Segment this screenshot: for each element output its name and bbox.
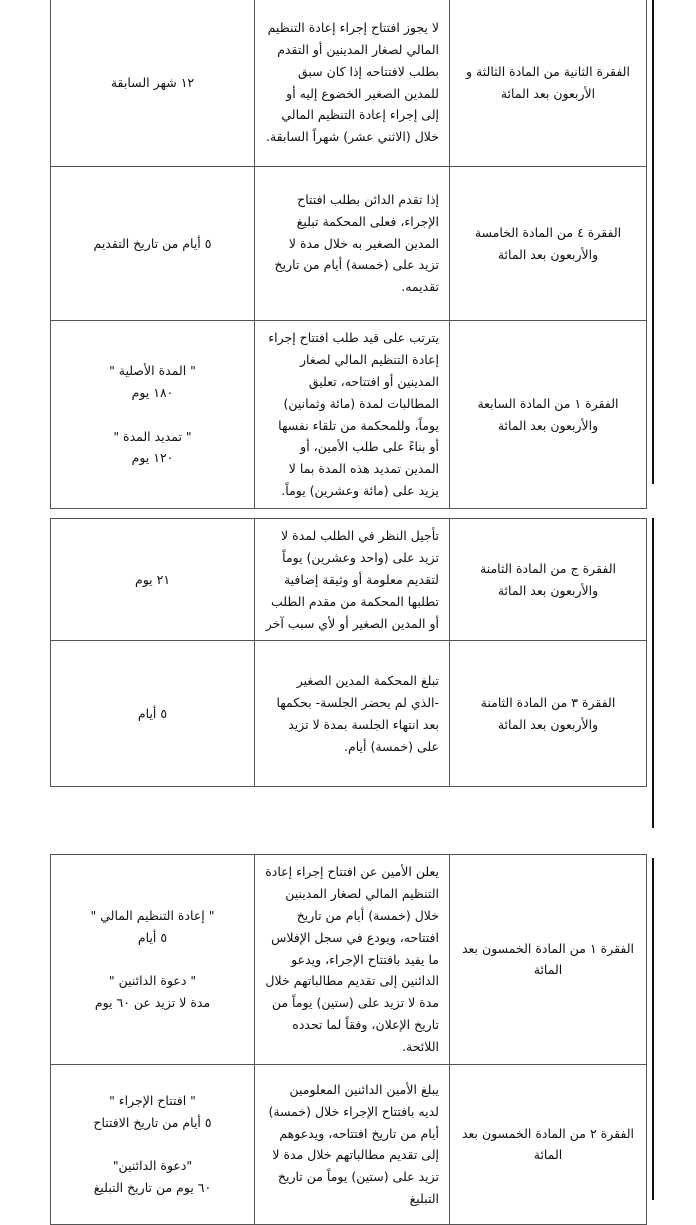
deadlines-table-1: [50, 0, 647, 509]
duration-line: ١٢ شهر السابقة: [110, 74, 195, 90]
article-reference: الفقرة ١ من المادة الخمسون بعد المائة: [450, 855, 647, 1065]
duration-line: ٥ أيام من تاريخ التقديم: [93, 235, 212, 251]
deadlines-table-2: [50, 518, 647, 787]
duration-label: " إعادة التنظيم المالي ": [90, 907, 215, 923]
page-edge-line-3: [652, 858, 654, 1200]
table-row: [51, 0, 647, 167]
page-edge-line-2: [652, 518, 654, 828]
duration-line: ٢١ يوم: [134, 571, 171, 587]
duration-label: "دعوة الدائنين": [112, 1158, 193, 1174]
spacer: [61, 1133, 244, 1155]
duration-value: ١٨٠ يوم: [131, 384, 174, 400]
deadlines-table-3: [50, 854, 647, 1225]
article-reference: الفقرة الثانية من المادة الثالثة و الأربعون بعد المائة: [450, 0, 647, 167]
duration-value: ٥ أيام: [137, 929, 168, 945]
provision-text: يبلغ الأمين الدائنين المعلومين لديه بافتتاح الإجراء خلال (خمسة) أيام من تاريخ افتتاحه، ويدعوهم إلى تقديم مطالباتهم خلال مدة لا تزيد على (ستين) يوماً من تاريخ التبليغ: [255, 1064, 450, 1224]
duration-value: ١٢٠ يوم: [131, 450, 174, 466]
provision-text: يترتب على قيد طلب افتتاح إجراء إعادة التنظيم المالي لصغار المدينين أو افتتاحه، تعليق المطالبات لمدة (مائة وثمانين) يوماً، وللمحكمة من تلقاء نفسها أو بناءً على طلب الأمين، أو المدين تمديد هذه المدة بما لا يزيد على (مائة وعشرين) يوماً.: [255, 321, 450, 509]
article-reference: الفقرة ٤ من المادة الخامسة والأربعون بعد المائة: [450, 167, 647, 321]
provision-text: لا يجوز افتتاح إجراء إعادة التنظيم المالي لصغار المدينين أو التقدم بطلب لافتتاحه إذا كان سبق للمدين الصغير الخضوع إليه أو إلى إجراء إعادة التنظيم المالي خلال (الاثني عشر) شهراً السابقة.: [255, 0, 450, 167]
duration-cell: [51, 167, 255, 321]
duration-value: مدة لا تزيد عن ٦٠ يوم: [94, 995, 211, 1011]
table-row: [51, 855, 647, 1065]
spacer: [61, 948, 244, 970]
article-reference: الفقرة ٣ من المادة الثامنة والأربعون بعد المائة: [450, 641, 647, 787]
duration-cell: [51, 321, 255, 509]
provision-text: إذا تقدم الدائن بطلب افتتاح الإجراء، فعلى المحكمة تبليغ المدين الصغير به خلال مدة لا تزيد على (خمسة) أيام من تاريخ تقديمه.: [255, 167, 450, 321]
provision-text: تبلغ المحكمة المدين الصغير -الذي لم يحضر الجلسة- بحكمها بعد انتهاء الجلسة بمدة لا تزيد على (خمسة) أيام.: [255, 641, 450, 787]
page-edge-line-1: [652, 0, 654, 484]
duration-cell: [51, 519, 255, 641]
duration-cell: [51, 855, 255, 1065]
table-row: [51, 1064, 647, 1224]
duration-cell: [51, 0, 255, 167]
duration-cell: [51, 641, 255, 787]
provision-text: يعلن الأمين عن افتتاح إجراء إعادة التنظيم المالي لصغار المدينين خلال (خمسة) أيام من تاريخ افتتاحه، ويودع في سجل الإفلاس ما يفيد بافتتاح الإجراء، ويدعو الدائنين إلى تقديم مطالباتهم خلال مدة لا تزيد على (ستين) يوماً من تاريخ الإعلان، وفقاً لما تحدده اللائحة.: [255, 855, 450, 1065]
duration-value: ٦٠ يوم من تاريخ التبليغ: [93, 1180, 212, 1196]
duration-cell: [51, 1064, 255, 1224]
duration-label: " دعوة الدائنين ": [108, 973, 197, 989]
article-reference: الفقرة ١ من المادة السابعة والأربعون بعد المائة: [450, 321, 647, 509]
article-reference: الفقرة ج من المادة الثامنة والأربعون بعد المائة: [450, 519, 647, 641]
table-row: [51, 321, 647, 509]
provision-text: تأجيل النظر في الطلب لمدة لا تزيد على (واحد وعشرين) يوماً لتقديم معلومة أو وثيقة إضافية تطلبها المحكمة من مقدم الطلب أو المدين الصغير أو لأي سبب آخر: [255, 519, 450, 641]
table-row: [51, 519, 647, 641]
duration-label: " المدة الأصلية ": [109, 362, 196, 378]
spacer: [61, 404, 244, 426]
duration-value: ٥ أيام من تاريخ الافتتاح: [93, 1114, 212, 1130]
duration-line: ٥ أيام: [137, 705, 168, 721]
table-row: [51, 641, 647, 787]
article-reference: الفقرة ٢ من المادة الخمسون بعد المائة: [450, 1064, 647, 1224]
table-row: [51, 167, 647, 321]
duration-label: " تمديد المدة ": [113, 428, 192, 444]
duration-label: " افتتاح الإجراء ": [109, 1092, 196, 1108]
